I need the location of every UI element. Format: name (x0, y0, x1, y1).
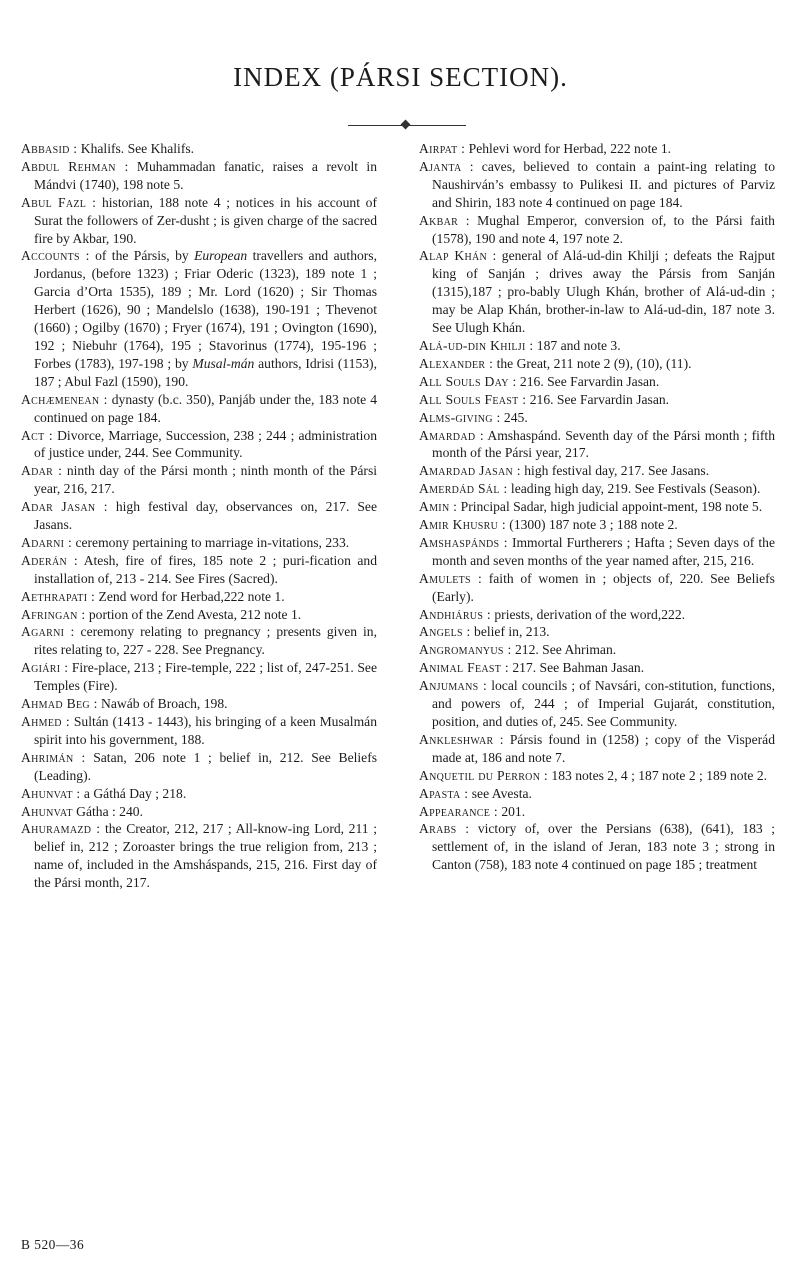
entry-text: caves, believed to contain a paint-ing relating to Naushirván’s embassy to Pulikesi II. and pictures of Parviz and Shirin, 183 note 4 continued on page 184. (432, 158, 775, 210)
entry-headword: Ajanta : (419, 158, 474, 174)
index-entry (21, 427, 377, 463)
index-entry (419, 498, 775, 516)
entry-headword: Adar Jasan : (21, 499, 108, 515)
entry-text: Gátha : 240. (72, 803, 143, 819)
index-entry (419, 158, 775, 212)
index-entry (419, 677, 775, 731)
index-entry (21, 659, 377, 695)
index-entry (419, 785, 775, 803)
entry-text: Musal-mán (192, 355, 255, 371)
index-entry (419, 767, 775, 785)
entry-text: European (194, 248, 248, 264)
page-footer: B 520—36 (21, 1237, 85, 1252)
entry-text: ceremony pertaining to marriage in-vitations, 233. (72, 534, 350, 550)
entry-headword: Ahrimán : (21, 749, 86, 765)
entry-text: general of Alá-ud-din Khilji ; defeats the Rajput king of Sanján ; drives away the Pársis from Sanján (1315),187 ; pro-bably Ulugh Khán, brother of Alá-ud-din ; may be Alap Khán, brother-in-law to Alá-ud-din, 187 note 3. See Ulugh Khán. (432, 248, 775, 336)
index-entry (419, 462, 775, 480)
entry-text: Muhammadan fanatic, raises a revolt in Mándvi (1740), 198 note 5. (34, 158, 378, 192)
entry-text: Pehlevi word for Herbad, 222 note 1. (465, 141, 672, 156)
entry-headword: Amerdád Sál : (419, 481, 508, 497)
index-entry (419, 212, 775, 248)
entry-text: local councils ; of Navsári, con-stitution, functions, and powers of, 244 ; of Imperial Gujarát, constitution, position, and duties of, 245. See Community. (432, 678, 775, 729)
entry-headword: Alá-ud-din Khilji : (419, 337, 534, 353)
entry-text: Immortal Furtherers ; Hafta ; Seven days of the month and seven months of the year named after, 215, 216. (432, 534, 775, 568)
entry-headword: All Souls Day : (419, 373, 517, 389)
right-column (419, 140, 775, 874)
entry-headword: Animal Feast : (419, 660, 509, 676)
page-title: INDEX (PÁRSI SECTION). (233, 62, 568, 92)
divider-ornament-icon (401, 120, 411, 130)
entry-headword: Amshaspánds : (419, 534, 508, 550)
index-entry (419, 641, 775, 659)
entry-headword: Ahuramazd : (21, 821, 101, 837)
entry-headword: Appearance : (419, 803, 498, 819)
entry-text: see Avesta. (468, 785, 532, 801)
entry-text: high festival day, observances on, 217. See Jasans. (34, 499, 377, 533)
index-entry (21, 588, 377, 606)
entry-headword: Abbasid : (21, 141, 78, 156)
entry-headword: Alms-giving : (419, 409, 501, 425)
entry-headword: Achæmenean : (21, 391, 108, 407)
entry-text: Fire-place, 213 ; Fire-temple, 222 ; list of, 247-251. See Temples (Fire). (34, 660, 377, 694)
entry-headword: Amardad : (419, 427, 484, 443)
entry-text: (1300) 187 note 3 ; 188 note 2. (505, 517, 678, 533)
index-entry (21, 247, 377, 390)
entry-text: a Gáthá Day ; 218. (80, 785, 187, 801)
index-entry (21, 158, 377, 194)
index-entry (419, 606, 775, 624)
entry-text: the Creator, 212, 217 ; All-know-ing Lord, 211 ; belief in, 212 ; Zoroaster brings the true religion from, 213 ; name of, included in the Amsháspands, 215, 216. First day of the Pársi month, 217. (34, 821, 377, 891)
index-entry (419, 409, 775, 427)
entry-headword: Andhiárus : (419, 606, 491, 622)
entry-text: 216. See Farvardin Jasan. (516, 373, 660, 389)
index-entry (419, 140, 775, 158)
index-entry (21, 140, 377, 158)
entry-headword: Abul Fazl : (21, 194, 97, 210)
entry-text: 187 and note 3. (533, 337, 621, 353)
entry-headword: Akbar : (419, 212, 470, 228)
entry-text: portion of the Zend Avesta, 212 note 1. (85, 606, 302, 622)
entry-headword: Ahunvat : (21, 785, 81, 801)
entry-headword: Airpat : (419, 141, 466, 156)
entry-text: Atesh, fire of fires, 185 note 2 ; puri-fication and installation of, 213 - 214. See Fires (Sacred). (34, 552, 378, 586)
entry-text: leading high day, 219. See Festivals (Season). (507, 481, 761, 497)
index-entry (419, 355, 775, 373)
entry-headword: Angels : (419, 624, 471, 640)
entry-text: ninth day of the Pársi month ; ninth month of the Pársi year, 216, 217. (34, 463, 378, 497)
index-entry (21, 391, 377, 427)
entry-text: the Great, 211 note 2 (9), (10), (11). (493, 355, 692, 371)
index-entry (419, 480, 775, 498)
index-entry (419, 391, 775, 409)
index-entry (21, 552, 377, 588)
index-entry (419, 427, 775, 463)
entry-headword: Afringan : (21, 606, 86, 622)
entry-text: Khalifs. See Khalifs. (77, 141, 195, 156)
entry-text: Pársis found in (1258) ; copy of the Visperád made at, 186 and note 7. (432, 731, 775, 765)
entry-text: Sultán (1413 - 1443), his bringing of a keen Musalmán spirit into his government, 188. (34, 714, 377, 747)
entry-text: of the Pársis, by (89, 248, 195, 264)
entry-text: priests, derivation of the word,222. (490, 606, 686, 622)
entry-headword: Act : (21, 427, 53, 443)
entry-headword: Alexander : (419, 355, 494, 371)
entry-text: 217. See Bahman Jasan. (508, 660, 645, 676)
index-entry (21, 498, 377, 534)
entry-text: 216. See Farvardin Jasan. (526, 391, 670, 407)
entry-headword: Amir Khusru : (419, 517, 506, 533)
index-entry (419, 373, 775, 391)
index-entry (419, 534, 775, 570)
index-entry (21, 785, 377, 803)
index-entry (419, 516, 775, 534)
index-entry (21, 695, 377, 713)
index-entry (21, 606, 377, 624)
index-entry (419, 820, 775, 874)
entry-headword: Ahunvat (21, 803, 73, 819)
index-entry (21, 534, 377, 552)
entry-headword: Angromanyus : (419, 642, 512, 658)
index-entry (419, 731, 775, 767)
index-entry (419, 570, 775, 606)
entry-headword: Amin : (419, 499, 458, 515)
index-entry (21, 194, 377, 248)
index-entry (419, 337, 775, 355)
entry-headword: Anquetil du Perron : (419, 767, 549, 783)
index-entry (21, 749, 377, 785)
entry-text: Zend word for Herbad,222 note 1. (95, 588, 285, 604)
entry-headword: Ahmed : (21, 714, 70, 729)
entry-headword: Alap Khán : (419, 248, 497, 264)
entry-headword: All Souls Feast : (419, 391, 527, 407)
entry-text: faith of women in ; objects of, 220. See Beliefs (Early). (432, 570, 775, 604)
entry-text: Satan, 206 note 1 ; belief in, 212. See Beliefs (Leading). (34, 749, 378, 783)
entry-text: Principal Sadar, high judicial appoint-ment, 198 note 5. (457, 499, 763, 515)
index-entry (21, 713, 377, 749)
left-column (21, 140, 377, 892)
index-entry (419, 623, 775, 641)
entry-text: historian, 188 note 4 ; notices in his account of Surat the followers of Zer-dusht ; is given charge of the sacred fire by Akbar, 190. (34, 194, 377, 246)
entry-text: belief in, 213. (470, 624, 550, 640)
entry-text: high festival day, 217. See Jasans. (520, 463, 710, 479)
entry-headword: Ankleshwar : (419, 731, 504, 747)
entry-headword: Anjumans : (419, 678, 488, 694)
entry-text: 245. (500, 409, 528, 425)
entry-headword: Aethrapati : (21, 588, 96, 604)
entry-text: victory of, over the Persians (638), (641), 183 ; settlement of, in the island of Jeran, 183 note 3 ; strong in Canton (758), 183 note 4 continued on page 185 ; treatment (432, 821, 775, 873)
entry-text: Nawáb of Broach, 198. (97, 696, 228, 712)
entry-text: dynasty (b.c. 350), Panjáb under the, 183 note 4 continued on page 184. (34, 391, 377, 425)
index-entry (21, 462, 377, 498)
entry-headword: Amardad Jasan : (419, 463, 521, 479)
entry-headword: Amulets : (419, 570, 483, 586)
entry-headword: Adar : (21, 463, 63, 479)
entry-headword: Ahmad Beg : (21, 696, 98, 712)
entry-headword: Abdul Rehman : (21, 158, 129, 174)
index-entry (21, 803, 377, 821)
entry-headword: Aderán : (21, 552, 78, 568)
entry-headword: Agarni : (21, 624, 75, 640)
entry-text: Amshaspánd. Seventh day of the Pársi month ; fifth month of the Pársi year, 217. (432, 427, 776, 461)
entry-text: 183 notes 2, 4 ; 187 note 2 ; 189 note 2. (548, 767, 768, 783)
entry-headword: Apasta : (419, 785, 469, 801)
entry-headword: Accounts : (21, 248, 90, 264)
entry-headword: Adarni : (21, 534, 73, 550)
index-entry (21, 820, 377, 892)
entry-text: Mughal Emperor, conversion of, to the Pársi faith (1578), 190 and note 4, 197 note 2. (432, 212, 775, 246)
entry-text: travellers and authors, Jordanus, (before 1323) ; Friar Oderic (1323), 189 note 1 ; Garcia d’Orta 1535), 189 ; Mr. Lord (1620) ; Sir Thomas Herbert (1626), 90 ; Mandelslo (1638), 190-191 ; Thevenot (1660) ; Ogilby (1670) ; Fryer (1674), 191 ; Ovington (1690), 192 ; Niebuhr (1764), 195 ; Stavorinus (1774), 195-196 ; Forbes (1783), 197-198 ; by (34, 248, 377, 371)
index-entry (21, 623, 377, 659)
entry-text: Divorce, Marriage, Succession, 238 ; 244 ; administration of justice under, 244. See Community. (34, 427, 377, 461)
index-entry (419, 247, 775, 337)
index-entry (419, 803, 775, 821)
entry-text: ceremony relating to pregnancy ; presents given in, rites relating to, 227 - 228. See Pregnancy. (34, 624, 377, 658)
entry-headword: Agiári : (21, 660, 69, 676)
entry-text: 212. See Ahriman. (511, 642, 617, 658)
entry-headword: Arabs : (419, 821, 470, 837)
index-entry (419, 659, 775, 677)
entry-text: 201. (497, 803, 526, 819)
entry-text: authors, Idrisi (1153), 187 ; Abul Fazl (1590), 190. (34, 355, 377, 389)
